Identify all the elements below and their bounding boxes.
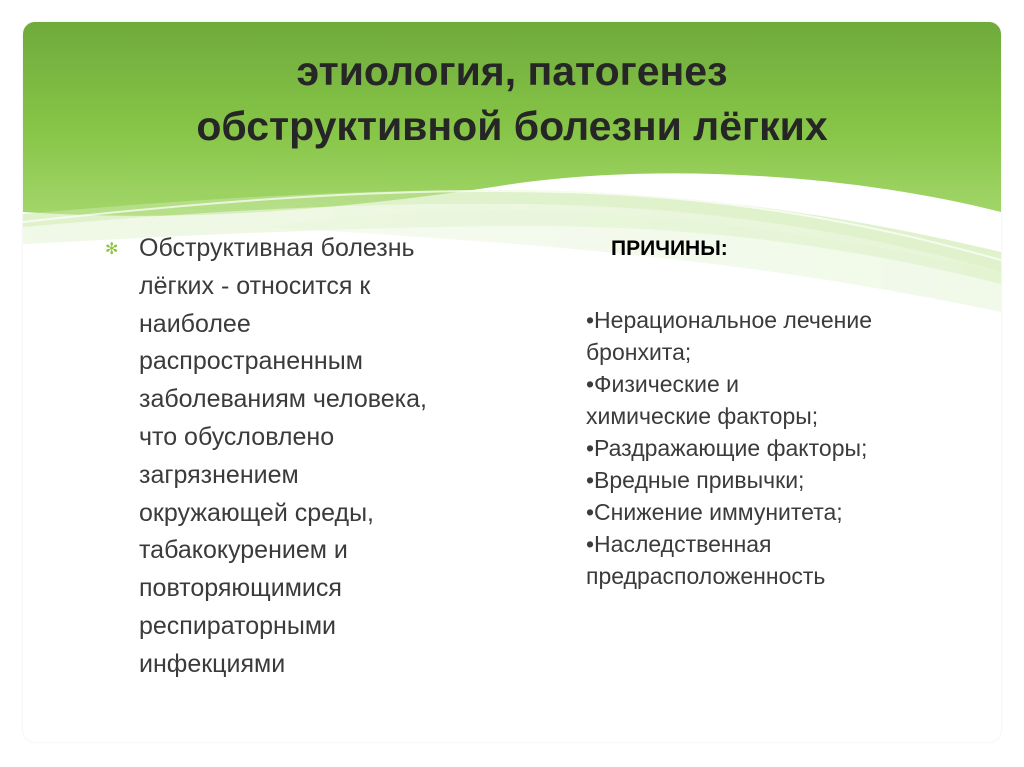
- cause-item-irrational-treatment: •Нерациональное лечение бронхита;: [586, 307, 872, 365]
- causes-column: [586, 234, 986, 592]
- causes-heading: ПРИЧИНЫ:: [611, 237, 728, 260]
- cause-item-hereditary-predisposition: •Наследственная предрасположенность: [586, 531, 826, 589]
- cause-item-reduced-immunity: •Снижение иммунитета;: [586, 499, 843, 525]
- definition-text: Обструктивная болезнь лёгких - относится к наиболее распространенным заболеваниям человека, что обусловлено загрязнением окружающей среды, табакокурением и повторяющимися респираторными инфекциями: [139, 234, 427, 678]
- slide-title-line-2: обструктивной болезни лёгких: [196, 103, 828, 149]
- cause-item-bad-habits: •Вредные привычки;: [586, 467, 805, 493]
- slide-title-line-1: этиология, патогенез: [296, 48, 728, 94]
- asterisk-bullet-icon: ✻: [105, 241, 119, 258]
- cause-item-irritating-factors: •Раздражающие факторы;: [586, 435, 868, 461]
- slide: [23, 22, 1001, 742]
- definition-column: [105, 230, 505, 684]
- slide-title: [23, 44, 1001, 154]
- causes-list: [586, 304, 986, 592]
- cause-item-physical-chemical-factors: •Физические и химические факторы;: [586, 371, 819, 429]
